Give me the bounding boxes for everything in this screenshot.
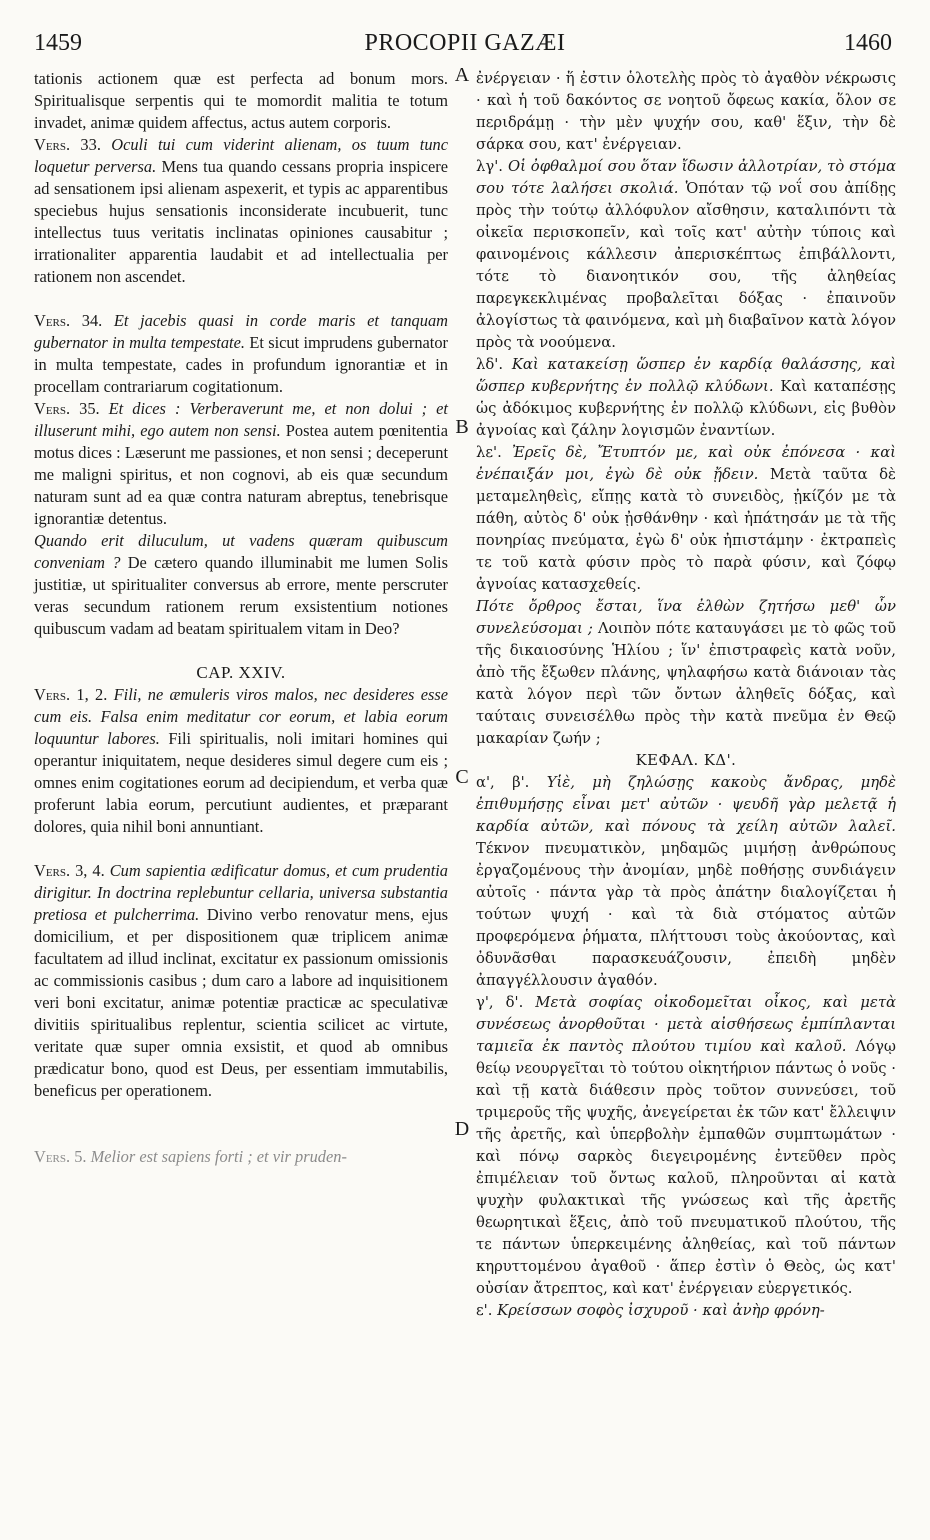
margin-letter-b: B xyxy=(455,416,469,438)
latin-column xyxy=(34,68,448,1168)
chapter-heading-latin: CAP. XXIV. xyxy=(196,663,286,682)
verse-label: Vers. 3, 4. xyxy=(34,861,105,880)
verse-commentary: De cætero quando illuminabit me lumen Solis justitiæ, ut spiritualiter conversus ab errore, mente perscruter veras secundum rationem rerum exsistentium notiones quibuscum vadam ad beatam spiritualem vitam in Deo? xyxy=(34,553,448,638)
latin-verse-1-2 xyxy=(34,684,448,838)
greek-verse-34 xyxy=(476,354,896,442)
verse-commentary: Fili spiritualis, noli imitari homines qui operantur iniquitatem, neque desideres simul degere cum eis ; omnes enim cogitationes eorum ad decipiendum, et verba quæ proferunt labia eorum, percutiunt audientes, et præparant dolores, quia nihil boni annuntiant. xyxy=(34,729,448,836)
verse-label: Vers. 34. xyxy=(34,311,103,330)
latin-verse-33 xyxy=(34,134,448,288)
verse-label: Vers. 5. xyxy=(34,1147,87,1166)
verse-quote: Πότε ὄρθρος ἔσται, ἵνα ἐλθὼν ζητήσω μεθ' ὧν συνελεύσομαι ; xyxy=(476,598,896,637)
page-number-left: 1459 xyxy=(34,30,82,56)
verse-commentary: Postea autem pœnitentia motus dices : Læserunt me passiones, et non sensi ; deceperunt me maligni spiritus, et non cognovi, ab eis quæ secundum naturam sunt ad ea quæ contra naturam abreptus, tenebrisque ignorantiæ detentus. xyxy=(34,421,448,528)
greek-verse-1-2 xyxy=(476,772,896,992)
running-title: PROCOPII GAZÆI xyxy=(364,30,566,56)
verse-commentary: Et sicut imprudens gubernator in multa tempestate, cades in profundum ignorantiæ et in procellam contrariarum cogitationum. xyxy=(34,333,448,396)
verse-quote: Ἐρεῖς δὲ, Ἔτυπτόν με, καὶ οὐκ ἐπόνεσα · καὶ ἐνέπαιξάν μοι, ἐγὼ δὲ οὐκ ᾔδειν. xyxy=(476,444,896,483)
verse-label: Vers. 1, 2. xyxy=(34,685,108,704)
verse-quote: Oculi tui cum viderint alienam, os tuum tunc loquetur perversa. xyxy=(34,135,448,176)
greek-verse-5 xyxy=(476,1300,896,1322)
verse-label: α', β'. xyxy=(476,774,530,791)
verse-label: Vers. 33. xyxy=(34,135,101,154)
verse-quote: Melior est sapiens forti ; et vir pruden- xyxy=(90,1147,347,1166)
verse-commentary: Μετὰ ταῦτα δὲ μεταμεληθεὶς, εἴπῃς κατὰ τὸ συνειδὸς, ᾐκίζόν με τὰ πάθη, αὐτὸς δ' οὐκ ᾐσθάνθην · καὶ ἠπάτησάν με τὰ τῆς πονηρίας πνεύματα, ἐγὼ δ' οὐκ ἠπιστάμην · ἐκτραπεὶς τε τοῦ κατὰ φύσιν πρὸς τὸ παρὰ φύσιν, καὶ ζόφῳ ἀγνοίας κατασχεθείς. xyxy=(476,466,896,593)
greek-paragraph-1: ἐνέργειαν · ἥ ἐστιν ὁλοτελὴς πρὸς τὸ ἀγαθὸν νέκρωσις · καὶ ἡ τοῦ δακόντος σε νοητοῦ ὄφεως κακία, ὅλον σε περιδράμῃ · τὴν μὲν ψυχήν σου, καθ' ἕξιν, τὴν δὲ σάρκα σου, κατ' ἐνέργειαν. xyxy=(476,70,896,153)
greek-verse-35 xyxy=(476,442,896,596)
verse-quote: Quando erit diluculum, ut vadens quæram quibuscum conveniam ? xyxy=(34,531,448,572)
greek-verse-3-4 xyxy=(476,992,896,1300)
verse-commentary: Τέκνον πνευματικὸν, μηδαμῶς μιμήσῃ ἀνθρώπους ἐργαζομένους τὴν ἀνομίαν, μηδὲ ποθήσῃς συνδιάγειν αὐτοῖς · πάντα γὰρ τὰ πρὸς ἀπάτην διαλογίζεται ἡ τούτων ψυχή · καὶ τὰ διὰ στόματος αὐτῶν προφερόμενα ῥήματα, πλήττουσι τοὺς ἀκούοντας, καὶ ὀδυνᾶσθαι παρασκευάζουσιν, ἐπειδὴ μηδὲν ἀπαγγέλλουσιν ἀγαθόν. xyxy=(476,840,896,989)
verse-quote: Μετὰ σοφίας οἰκοδομεῖται οἶκος, καὶ μετὰ συνέσεως ἀνορθοῦται · μετὰ αἰσθήσεως ἐμπίπλανται ταμιεῖα ἐκ παντὸς πλούτου τιμίου καὶ καλοῦ. xyxy=(476,994,896,1055)
latin-verse-35 xyxy=(34,398,448,530)
chapter-heading-greek: ΚΕΦΑΛ. ΚΔ'. xyxy=(635,752,737,769)
latin-question xyxy=(34,530,448,640)
page-number-right: 1460 xyxy=(844,30,892,56)
latin-verse-5 xyxy=(34,1146,448,1168)
verse-commentary: Καὶ καταπέσῃς ὡς ἀδόκιμος κυβερνήτης ἐν πολλῷ κλύδωνι, εἰς βυθὸν ἀγνοίας καὶ ζάλην λογισμῶν ἐναντίων. xyxy=(476,378,896,439)
verse-label: γ', δ'. xyxy=(476,994,524,1011)
verse-commentary: Ὁπόταν τῷ νοΐ σου ἀπίδῃς πρὸς τὴν τούτῳ ἀλλόφυλον αἴσθησιν, καταλιπόντι τὰ οἰκεῖα περισκοπεῖν, καὶ τοῖς κατ' αὐτὴν τύποις καὶ φαινομένοις κάλλεσιν ἀπερισκέπτως ἐπιβάλλοντι, τότε τὸ διανοητικόν σου, τῆς ἀληθείας παρεγκεκλιμένας προβαλεῖται δόξας · ἐπαινοῦν ἀλογίστως τὰ φαινόμενα, καὶ μὴ διαβαῖνον κατὰ λόγον πρὸς τὰ νοούμενα. xyxy=(476,180,896,351)
greek-column xyxy=(476,68,896,1322)
verse-quote: Οἱ ὀφθαλμοί σου ὅταν ἴδωσιν ἀλλοτρίαν, τὸ στόμα σου τότε λαλήσει σκολιά. xyxy=(476,158,896,197)
verse-label: Vers. 35. xyxy=(34,399,100,418)
verse-quote: Κρείσσων σοφὸς ἰσχυροῦ · καὶ ἀνὴρ φρόνη- xyxy=(497,1302,825,1319)
margin-letter-a: A xyxy=(454,64,470,86)
verse-quote: Υἱὲ, μὴ ζηλώσῃς κακοὺς ἄνδρας, μηδὲ ἐπιθυμήσῃς εἶναι μετ' αὐτῶν · ψευδῆ γὰρ μελετᾷ ἡ καρδία αὐτῶν, καὶ πόνους τὰ χείλη αὐτῶν λαλεῖ. xyxy=(476,774,897,835)
verse-commentary: Λόγῳ θείῳ νεουργεῖται τὸ τούτου οἰκητήριον πάντως ὁ νοῦς · καὶ τῇ κατὰ διάθεσιν πρὸς τοῦτον συννεύσει, τοῦ τριμεροῦς τῆς ψυχῆς, ἀνεγείρεται ἐκ τῶν κατ' ἔλλειψιν τῆς ἀρετῆς, καὶ ὑπερβολὴν ἐμπαθῶν συμπτωμάτων · καὶ πόνῳ σαρκὸς διεγειρομένης ἐντεῦθεν πρὸς ἐπιμέλειαν τοῦ ὄντως καλοῦ, πληροῦνται αἱ κατὰ ψυχὴν φυλακτικαὶ τῆς γνώσεως καὶ τῆς ἀρετῆς θεωρητικαὶ ἕξεις, ἀπὸ τοῦ πνευματικοῦ πλούτου, τῆς τε πάντων ὑπερκειμένης ἀληθείας, καὶ τοῦ πάντων κηρυττομένου ἀγαθοῦ · ἅπερ ἐστὶν ὁ Θεὸς, ὡς κατ' οὐσίαν ἄτρεπτος, καὶ κατ' ἐνέργειαν εὐεργετικός. xyxy=(476,1038,896,1297)
greek-verse-33 xyxy=(476,156,896,354)
verse-label: λε'. xyxy=(476,444,502,461)
latin-verse-3-4 xyxy=(34,860,448,1102)
verse-quote: Fili, ne æmuleris viros malos, nec desideres esse cum eis. Falsa enim meditatur cor eorum, et labia eorum loquuntur labores. xyxy=(34,685,448,748)
verse-quote: Et jacebis quasi in corde maris et tanquam gubernator in multa tempestate. xyxy=(34,311,448,352)
verse-commentary: Mens tua quando cessans propria inspicere ad sensationem ipsi alienam aspexerit, et typis ac apparentibus speciebus hujus sensationis inconsiderate incubuerit, tunc intellectus tuus veritatis inclinatas opiniones causabitur ; irrationaliter apparentia laudabit et ad intellectualia per rationem non ascendet. xyxy=(34,157,448,286)
greek-question xyxy=(476,596,896,750)
verse-label: λγ'. xyxy=(476,158,503,175)
latin-verse-34 xyxy=(34,310,448,398)
page-header xyxy=(0,28,930,60)
latin-paragraph-1: tationis actionem quæ est perfecta ad bonum mors. Spiritualisque serpentis qui te momordit malitia te totum invadet, animæ quidem affectus, actus autem corporis. xyxy=(34,69,448,132)
verse-label: ε'. xyxy=(476,1302,493,1319)
verse-quote: Et dices : Verberaverunt me, et non dolui ; et illuserunt mihi, ego autem non sensi. xyxy=(34,399,448,440)
verse-quote: Καὶ κατακείσῃ ὥσπερ ἐν καρδίᾳ θαλάσσης, καὶ ὥσπερ κυβερνήτης ἐν πολλῷ κλύδωνι. xyxy=(476,356,896,395)
margin-letter-d: D xyxy=(454,1118,470,1140)
verse-commentary: Divino verbo renovatur mens, ejus domicilium, et per dispositionem quæ triplicem animæ facultatem ad illud inclinat, excitatur ex passionum omissionis ac commissionis casibus ; dum caro a labore ad inquisitionem veri boni excitatur, animæ potentiæ practicæ ac speculativæ divitiis spiritualibus replentur, scientia scilicet ac virtute, veritate quæ super omnia exsistit, et quod ab omnibus prædicatur bono, quod est Deus, per essentiam immutabilis, beneficus per operationem. xyxy=(34,905,448,1100)
verse-quote: Cum sapientia ædificatur domus, et cum prudentia dirigitur. In doctrina replebuntur cellaria, universa substantia pretiosa et pulcherrima. xyxy=(34,861,448,924)
margin-letter-c: C xyxy=(455,766,469,788)
verse-label: λδ'. xyxy=(476,356,504,373)
verse-commentary: Λοιπὸν πότε καταυγάσει με τὸ φῶς τοῦ τῆς δικαιοσύνης Ἡλίου ; ἵν' ἐπιστραφεὶς κατὰ νοῦν, ἀπὸ τῆς ἔξωθεν πλάνης, ψηλαφήσω κατὰ διάνοιαν τὰς κατὰ λόγον περὶ τῶν ὄντων ἀληθεῖς δόξας, καὶ ταύταις συνεισέλθω πρὸς τὴν κατὰ πνεῦμα ἐν Θεῷ μακαρίαν ζωήν ; xyxy=(476,620,896,747)
